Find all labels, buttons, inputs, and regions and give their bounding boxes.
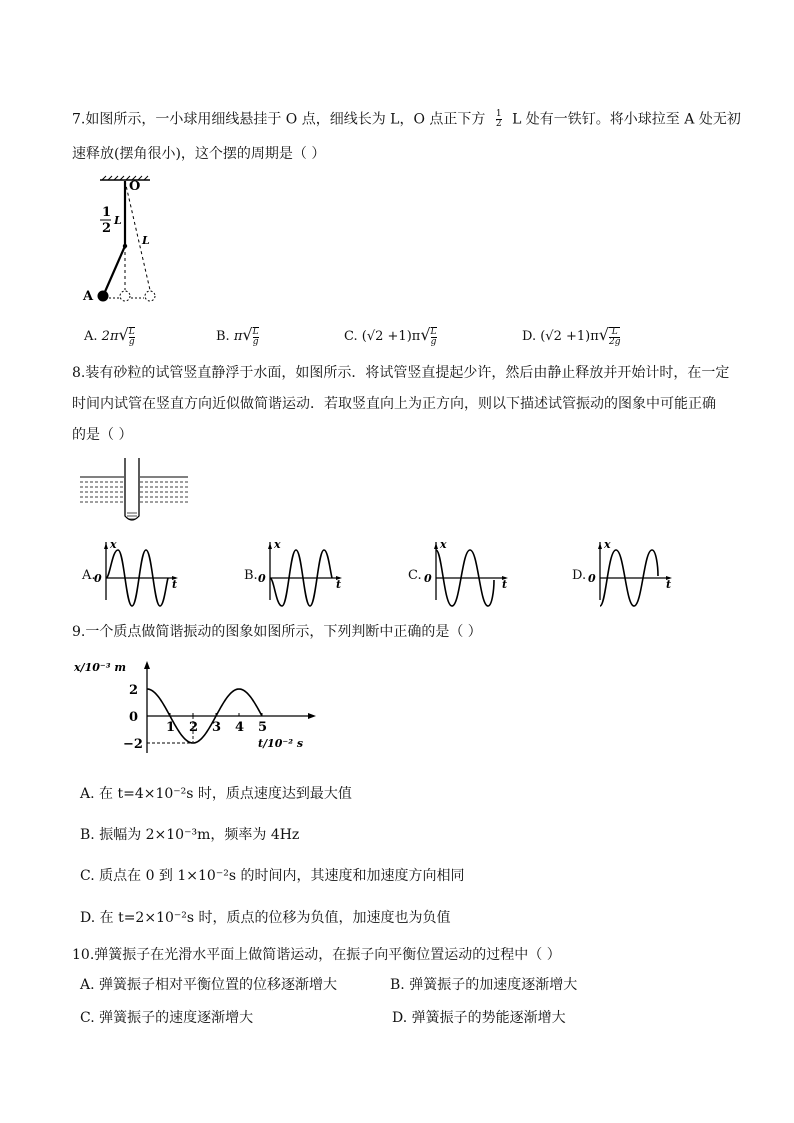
t-label: t [666, 578, 672, 591]
x-axis-label: t/10⁻² s [258, 737, 304, 750]
q8-graph-c[interactable] [424, 538, 510, 602]
radical-frac: $\frac{L}{g}$ [430, 326, 437, 347]
q8-graph-d[interactable] [588, 538, 674, 602]
q7-option-a[interactable]: A. 2π√ $\frac{L}{g}$ [84, 325, 135, 347]
radical-frac: $\frac{L}{g}$ [252, 326, 259, 347]
q9-stem: 9.一个质点做简谐振动的图象如图所示，下列判断中正确的是（ ） [72, 624, 482, 640]
sqrt-icon: √ [420, 325, 431, 344]
ball-dash-2 [145, 291, 155, 301]
y-tick-label: −2 [123, 737, 143, 752]
t-label: t [336, 578, 342, 591]
q10-option-d[interactable]: D. 弹簧振子的势能逐渐增大 [392, 1010, 566, 1026]
x-label: x [274, 538, 281, 551]
origin-label: 0 [258, 572, 266, 585]
ball-dash-1 [120, 291, 130, 301]
q8-option-a-key[interactable]: A. [82, 568, 96, 583]
q7-line1-b: L 处有一铁钉。将小球拉至 A 处无初 [512, 111, 741, 128]
x-tick-label: 2 [189, 720, 199, 735]
y-axis-label: x/10⁻³ m [74, 661, 126, 674]
label-half-den: 2 [102, 221, 112, 236]
q8-graph-a[interactable] [94, 538, 180, 602]
x-label: x [604, 538, 611, 551]
radical-frac: $\frac{L}{g}$ [128, 326, 135, 347]
x-tick-label: 5 [258, 720, 268, 735]
q10-stem: 10.弹簧振子在光滑水平面上做简谐运动，在振子向平衡位置运动的过程中（ ） [72, 947, 561, 963]
t-label: t [502, 578, 508, 591]
q9-option-b[interactable]: B. 振幅为 2×10⁻³m，频率为 4Hz [80, 827, 300, 843]
x-label: x [440, 538, 447, 551]
origin-label: 0 [424, 572, 432, 585]
label-o: O [129, 179, 141, 194]
t-label: t [172, 578, 178, 591]
arrow-icon [434, 543, 438, 549]
q7-line1 [72, 110, 741, 129]
q10-option-a[interactable]: A. 弹簧振子相对平衡位置的位移逐渐增大 [80, 977, 338, 993]
label-l: L [142, 234, 150, 247]
ball-a [98, 291, 109, 302]
q9-chart [72, 653, 322, 753]
q8-option-b-key[interactable]: B. [244, 568, 258, 583]
q7-fraction: $\frac{1}{2}$ [495, 109, 502, 129]
x-tick-label: 1 [166, 720, 176, 735]
sqrt-icon: √ [598, 325, 609, 344]
string-lower [104, 246, 125, 294]
radical-frac: $\frac{L}{2g}$ [608, 326, 621, 347]
tube-body [125, 458, 139, 518]
q8-line2: 时间内试管在竖直方向近似做简谐运动．若取竖直向上为正方向，则以下描述试管振动的图象中可能正确 [72, 396, 716, 412]
sqrt-icon: √ [118, 325, 129, 344]
x-tick-label: 3 [212, 720, 222, 735]
q7-option-c[interactable]: C. (√2 +1)π√ $\frac{L}{g}$ [344, 325, 437, 347]
q9-option-c[interactable]: C. 质点在 0 到 1×10⁻²s 的时间内，其速度和加速度方向相同 [80, 868, 465, 884]
q7-line1-a: 7.如图所示，一小球用细线悬挂于 O 点，细线长为 L，O 点正下方 [72, 111, 486, 128]
q9-option-d[interactable]: D. 在 t=2×10⁻²s 时，质点的位移为负值，加速度也为负值 [80, 910, 451, 926]
q9-option-a[interactable]: A. 在 t=4×10⁻²s 时，质点速度达到最大值 [80, 786, 352, 802]
q9-ticks [123, 683, 267, 752]
q7-option-d[interactable]: D. (√2 +1)π√ $\frac{L}{2g}$ [522, 325, 621, 347]
y-tick-label: 0 [129, 710, 139, 725]
q10-option-c[interactable]: C. 弹簧振子的速度逐渐增大 [80, 1010, 254, 1026]
x-tick-label: 4 [235, 720, 245, 735]
q8-line1: 8.装有砂粒的试管竖直静浮于水面，如图所示．将试管竖直提起少许，然后由静止释放并开始计时，在一定 [72, 365, 730, 381]
q8-test-tube-figure [80, 458, 190, 528]
x-arrow-icon [308, 713, 316, 719]
x-label: x [110, 538, 117, 551]
q8-line3: 的是（ ） [72, 427, 133, 443]
q10-option-b[interactable]: B. 弹簧振子的加速度逐渐增大 [390, 977, 578, 993]
origin-label: 0 [94, 572, 102, 585]
label-l-half: L [114, 214, 122, 227]
q8-option-c-key[interactable]: C. [408, 568, 422, 583]
label-a: A [83, 289, 94, 304]
label-half-num: 1 [102, 205, 112, 220]
q7-option-b[interactable]: B. π√ $\frac{L}{g}$ [216, 325, 259, 347]
origin-label: 0 [588, 572, 596, 585]
y-tick-label: 2 [129, 683, 139, 698]
q8-graph-b[interactable] [258, 538, 344, 602]
arrow-icon [268, 543, 272, 549]
q7-pendulum-figure [80, 176, 170, 306]
arrow-icon [598, 543, 602, 549]
y-arrow-icon [144, 661, 150, 669]
q8-option-d-key[interactable]: D. [572, 568, 587, 583]
arrow-icon [104, 543, 108, 549]
q7-line2: 速释放(摆角很小)，这个摆的周期是（ ） [72, 146, 326, 162]
sqrt-icon: √ [242, 325, 253, 344]
